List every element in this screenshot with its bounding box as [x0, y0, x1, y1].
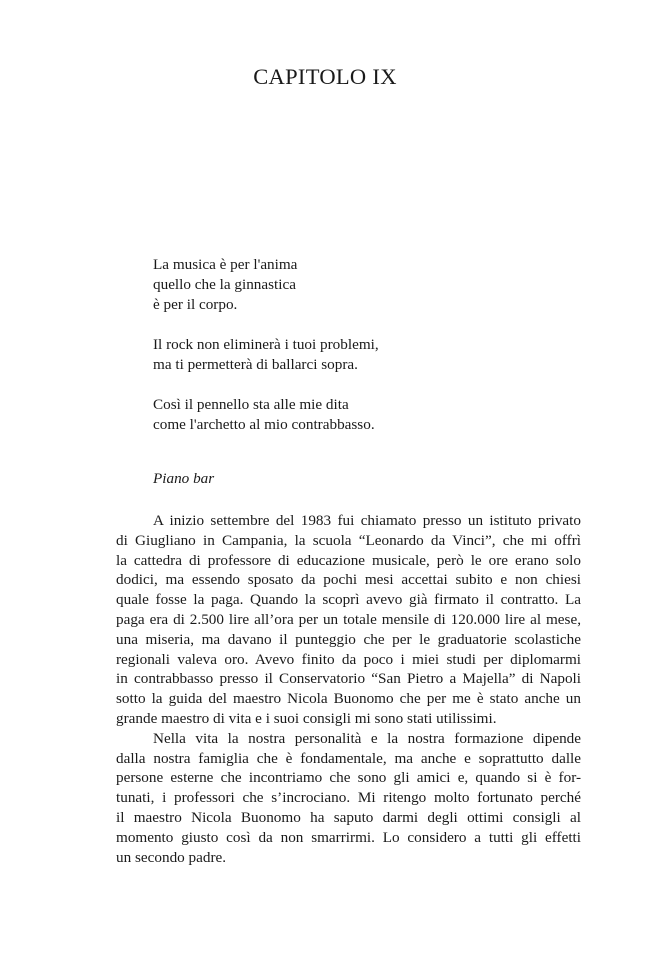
paragraph-line: sotto la guida del maestro Nicola Buonomo che per me è stato anche un [116, 690, 581, 708]
epigraph-line: Così il pennello sta alle mie dita [153, 396, 349, 413]
epigraph-line: Il rock non eliminerà i tuoi problemi, [153, 336, 379, 353]
epigraph-line: come l'archetto al mio contrabbasso. [153, 416, 375, 433]
paragraph-line: di Giugliano in Campania, la scuola “Leonardo da Vinci”, che mi offrì [116, 531, 581, 549]
epigraph-line: ma ti permetterà di ballarci sopra. [153, 356, 358, 373]
paragraph-line: dalla nostra famiglia che è fondamentale, ma anche e soprattutto dalle [116, 749, 581, 767]
epigraph [153, 335, 573, 375]
paragraph-line: la cattedra di professore di educazione musicale, però le ore erano solo [116, 551, 581, 569]
body-text [116, 511, 581, 867]
epigraph [153, 395, 573, 435]
epigraphs [153, 255, 573, 455]
paragraph-line: persone esterne che incontriamo che sono gli amici e, quando si è for- [116, 769, 581, 787]
paragraph-line: paga era di 2.500 lire all’ora per un totale mensile di 120.000 lire al mese, [116, 610, 581, 628]
paragraph-line: Nella vita la nostra personalità e la nostra formazione dipende [153, 729, 581, 747]
paragraph-line: il maestro Nicola Buonomo ha saputo darmi degli ottimi consigli al [116, 808, 581, 826]
epigraph-line: è per il corpo. [153, 296, 238, 313]
paragraph-line: dodici, ma essendo sposato da pochi mesi accettai subito e non chiesi [116, 571, 581, 589]
paragraph-line: momento giusto così da non smarrirmi. Lo considero a tutti gli effetti [116, 828, 581, 846]
paragraph-line: tunati, i professori che s’incrociano. Mi ritengo molto fortunato perché [116, 789, 581, 807]
epigraph [153, 255, 573, 315]
paragraph-line: A inizio settembre del 1983 fui chiamato presso un istituto privato [153, 512, 581, 529]
paragraph-line: grande maestro di vita e i suoi consigli mi sono stati utilissimi. [116, 709, 497, 727]
paragraph [116, 729, 581, 868]
paragraph-line: quale fosse la paga. Quando la scoprì avevo già firmato il contratto. La [116, 591, 581, 609]
paragraph-line: un secondo padre. [116, 848, 227, 866]
paragraph-line: in contrabbasso presso il Conservatorio “San Pietro a Majella” di Napoli [116, 670, 581, 688]
epigraph-line: quello che la ginnastica [153, 276, 296, 293]
paragraph [116, 511, 581, 729]
chapter-title: CAPITOLO IX [253, 64, 397, 89]
paragraph-line: una miseria, ma davano il punteggio che per le graduatorie scolastiche [116, 630, 581, 648]
epigraph-line: La musica è per l'anima [153, 256, 298, 273]
paragraph-line: regionali valeva oro. Avevo finito da poco i miei studi per diplomarmi [116, 650, 581, 668]
section-title: Piano bar [153, 470, 215, 487]
